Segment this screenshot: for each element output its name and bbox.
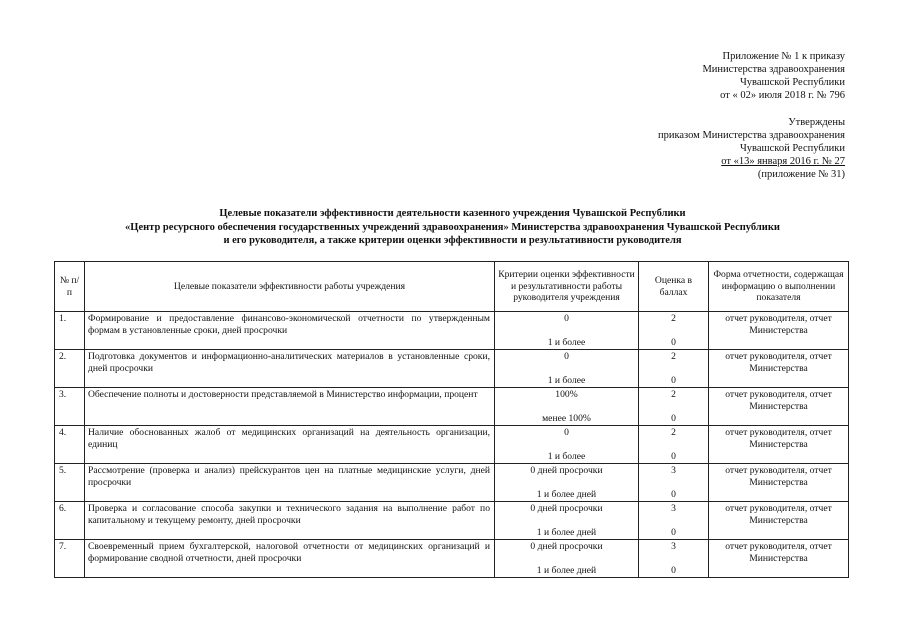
row-criteria xyxy=(495,502,639,540)
approval-note xyxy=(658,116,845,181)
row-number: 4. xyxy=(55,426,85,464)
score-met: 3 xyxy=(671,465,676,476)
row-score xyxy=(639,502,709,540)
row-report-form: отчет руководителя, отчет Министерства xyxy=(709,464,849,502)
title-line: «Центр ресурсного обеспечения государственных учреждений здравоохранения» Министерства здравоохранения Чувашской Республики xyxy=(125,221,780,233)
row-criteria xyxy=(495,540,639,578)
table-row xyxy=(55,388,849,426)
row-number: 2. xyxy=(55,350,85,388)
document-title xyxy=(30,207,875,248)
table-row xyxy=(55,464,849,502)
row-report-form: отчет руководителя, отчет Министерства xyxy=(709,540,849,578)
criteria-not-met: 1 и более xyxy=(547,336,586,348)
row-report-form: отчет руководителя, отчет Министерства xyxy=(709,350,849,388)
table-row xyxy=(55,312,849,350)
row-score xyxy=(639,350,709,388)
header-form: Форма отчетности, содержащая информацию о выполнении показателя xyxy=(709,262,849,312)
criteria-met: 0 дней просрочки xyxy=(530,465,603,476)
row-report-form: отчет руководителя, отчет Министерства xyxy=(709,502,849,540)
row-criteria xyxy=(495,388,639,426)
table-row xyxy=(55,540,849,578)
row-report-form: отчет руководителя, отчет Министерства xyxy=(709,426,849,464)
row-number: 7. xyxy=(55,540,85,578)
table-row xyxy=(55,426,849,464)
annex-line: Министерства здравоохранения xyxy=(702,64,845,75)
header-indicator: Целевые показатели эффективности работы учреждения xyxy=(85,262,495,312)
row-indicator: Подготовка документов и информационно-аналитических материалов в установленные сроки, дней просрочки xyxy=(85,350,495,388)
criteria-met: 0 дней просрочки xyxy=(530,541,603,552)
row-criteria xyxy=(495,350,639,388)
score-met: 2 xyxy=(671,313,676,324)
score-not-met: 0 xyxy=(671,374,676,386)
annex-line: Приложение № 1 к приказу xyxy=(722,51,845,62)
criteria-not-met: 1 и более дней xyxy=(536,526,597,538)
row-report-form: отчет руководителя, отчет Министерства xyxy=(709,388,849,426)
criteria-met: 0 xyxy=(564,313,569,324)
approval-line: (приложение № 31) xyxy=(757,169,845,180)
score-not-met: 0 xyxy=(671,488,676,500)
annex-line: от « 02» июля 2018 г. № 796 xyxy=(720,90,845,101)
score-met: 2 xyxy=(671,427,676,438)
criteria-met: 100% xyxy=(555,389,578,400)
row-indicator: Наличие обоснованных жалоб от медицинских организаций на деятельность организации, единиц xyxy=(85,426,495,464)
score-met: 2 xyxy=(671,351,676,362)
row-criteria xyxy=(495,312,639,350)
table-header-row xyxy=(55,262,849,312)
row-indicator: Своевременный прием бухгалтерской, налоговой отчетности от медицинских организаций и формирование сводной отчетности, дней просрочки xyxy=(85,540,495,578)
criteria-not-met: 1 и более xyxy=(547,450,586,462)
row-number: 6. xyxy=(55,502,85,540)
indicators-table xyxy=(54,261,849,578)
score-met: 3 xyxy=(671,503,676,514)
score-met: 2 xyxy=(671,389,676,400)
annex-line: Чувашской Республики xyxy=(739,77,845,88)
row-indicator: Формирование и предоставление финансово-экономической отчетности по утвержденным формам в установленные сроки, дней просрочки xyxy=(85,312,495,350)
criteria-not-met: менее 100% xyxy=(542,412,591,424)
score-not-met: 0 xyxy=(671,564,676,576)
approval-line: от «13» января 2016 г. № 27 xyxy=(721,156,845,167)
row-score xyxy=(639,540,709,578)
score-not-met: 0 xyxy=(671,412,676,424)
criteria-not-met: 1 и более xyxy=(547,374,586,386)
row-score xyxy=(639,312,709,350)
criteria-met: 0 xyxy=(564,427,569,438)
annex-note xyxy=(702,50,845,102)
approval-line: Чувашской Республики xyxy=(739,143,845,154)
criteria-met: 0 дней просрочки xyxy=(530,503,603,514)
criteria-not-met: 1 и более дней xyxy=(536,488,597,500)
row-indicator: Рассмотрение (проверка и анализ) прейскурантов цен на платные медицинские услуги, дней просрочки xyxy=(85,464,495,502)
score-met: 3 xyxy=(671,541,676,552)
approval-line: Утверждены xyxy=(788,117,845,128)
header-criteria: Критерии оценки эффективности и результативности работы руководителя учреждения xyxy=(495,262,639,312)
row-score xyxy=(639,388,709,426)
row-number: 3. xyxy=(55,388,85,426)
row-report-form: отчет руководителя, отчет Министерства xyxy=(709,312,849,350)
approval-line: приказом Министерства здравоохранения xyxy=(657,130,845,141)
score-not-met: 0 xyxy=(671,526,676,538)
title-line: Целевые показатели эффективности деятельности казенного учреждения Чувашской Республики xyxy=(219,208,686,219)
title-line: и его руководителя, а также критерии оценки эффективности и результативности руководителя xyxy=(223,235,682,246)
row-criteria xyxy=(495,464,639,502)
row-indicator: Проверка и согласование способа закупки и технического задания на выполнение работ по капитальному и текущему ремонту, дней просрочки xyxy=(85,502,495,540)
criteria-met: 0 xyxy=(564,351,569,362)
table-row xyxy=(55,502,849,540)
score-not-met: 0 xyxy=(671,450,676,462)
table-row xyxy=(55,350,849,388)
header-num: № п/п xyxy=(55,262,85,312)
row-criteria xyxy=(495,426,639,464)
row-score xyxy=(639,426,709,464)
row-indicator: Обеспечение полноты и достоверности представляемой в Министерство информации, процент xyxy=(85,388,495,426)
row-number: 5. xyxy=(55,464,85,502)
criteria-not-met: 1 и более дней xyxy=(536,564,597,576)
row-number: 1. xyxy=(55,312,85,350)
score-not-met: 0 xyxy=(671,336,676,348)
header-score: Оценка в баллах xyxy=(639,262,709,312)
row-score xyxy=(639,464,709,502)
